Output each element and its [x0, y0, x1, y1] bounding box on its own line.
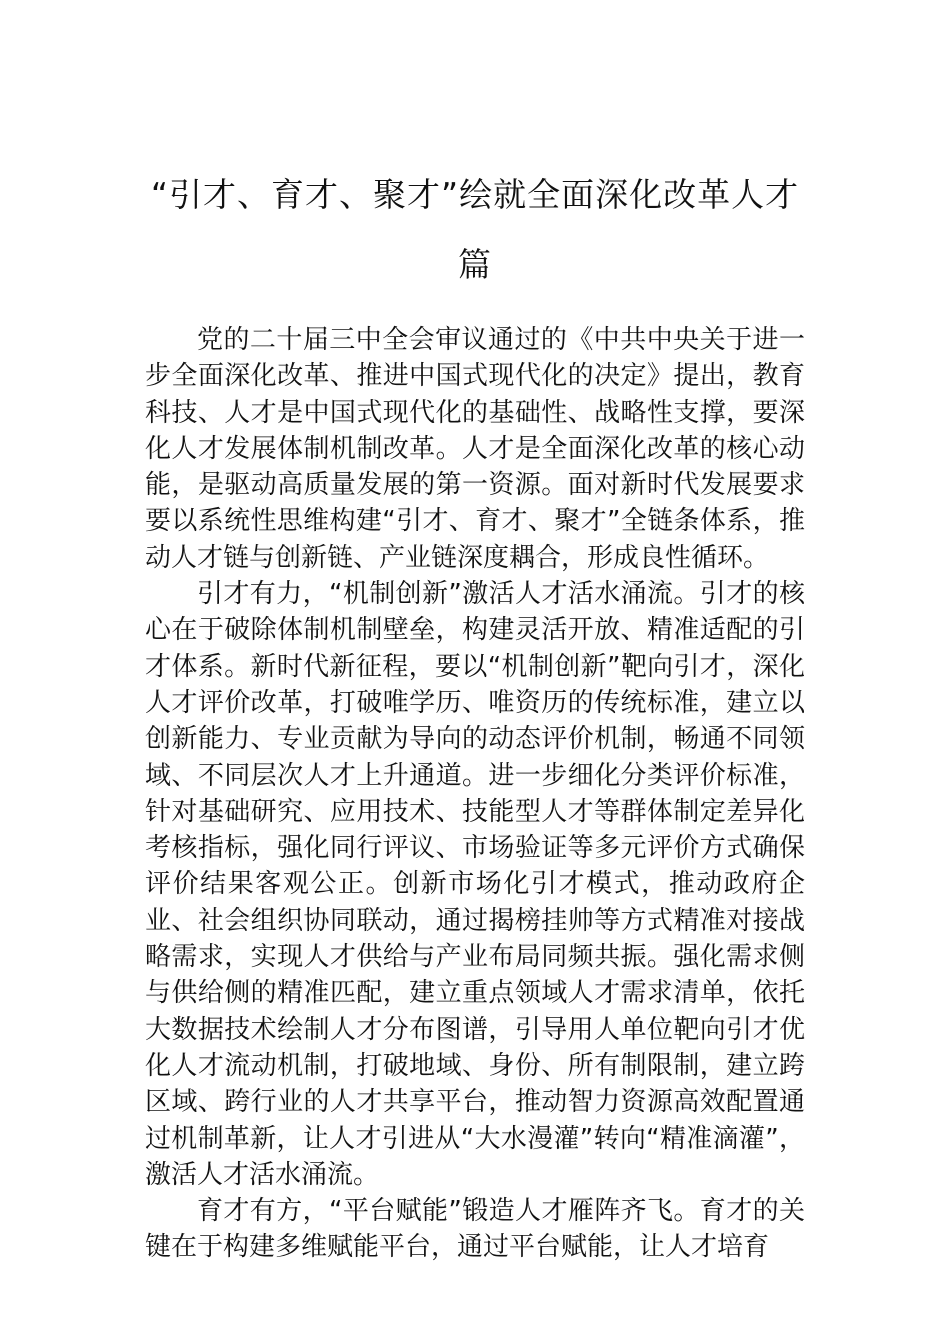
paragraph-talent-cultivation: 育才有方，“平台赋能”锻造人才雁阵齐飞。育才的关键在于构建多维赋能平台，通过平台赋能，让人才培育 — [145, 1196, 805, 1263]
document-body — [145, 322, 805, 1266]
paragraph-talent-attraction: 引才有力，“机制创新”激活人才活水涌流。引才的核心在于破除体制机制壁垒，构建灵活开放、精准适配的引才体系。新时代新征程，要以“机制创新”靶向引才，深化人才评价改革，打破唯学历、唯资历的传统标准，建立以创新能力、专业贡献为导向的动态评价机制，畅通不同领域、不同层次人才上升通道。进一步细化分类评价标准，针对基础研究、应用技术、技能型人才等群体制定差异化考核指标，强化同行评议、市场验证等多元评价方式确保评价结果客观公正。创新市场化引才模式，推动政府企业、社会组织协同联动，通过揭榜挂帅等方式精准对接战略需求，实现人才供给与产业布局同频共振。强化需求侧与供给侧的精准匹配，建立重点领域人才需求清单，依托大数据技术绘制人才分布图谱，引导用人单位靶向引才优化人才流动机制，打破地域、身份、所有制限制，建立跨区域、跨行业的人才共享平台，推动智力资源高效配置通过机制革新，让人才引进从“大水漫灌”转向“精准滴灌”，激活人才活水涌流。 — [145, 579, 805, 1190]
paragraph-intro: 党的二十届三中全会审议通过的《中共中央关于进一步全面深化改革、推进中国式现代化的决定》提出，教育科技、人才是中国式现代化的基础性、战略性支撑，要深化人才发展体制机制改革。人才是全面深化改革的核心动能，是驱动高质量发展的第一资源。面对新时代发展要求要以系统性思维构建“引才、育才、聚才”全链条体系，推动人才链与创新链、产业链深度耦合，形成良性循环。 — [145, 325, 805, 573]
document-title: “引才、育才、聚才”绘就全面深化改革人才篇 — [150, 175, 800, 284]
